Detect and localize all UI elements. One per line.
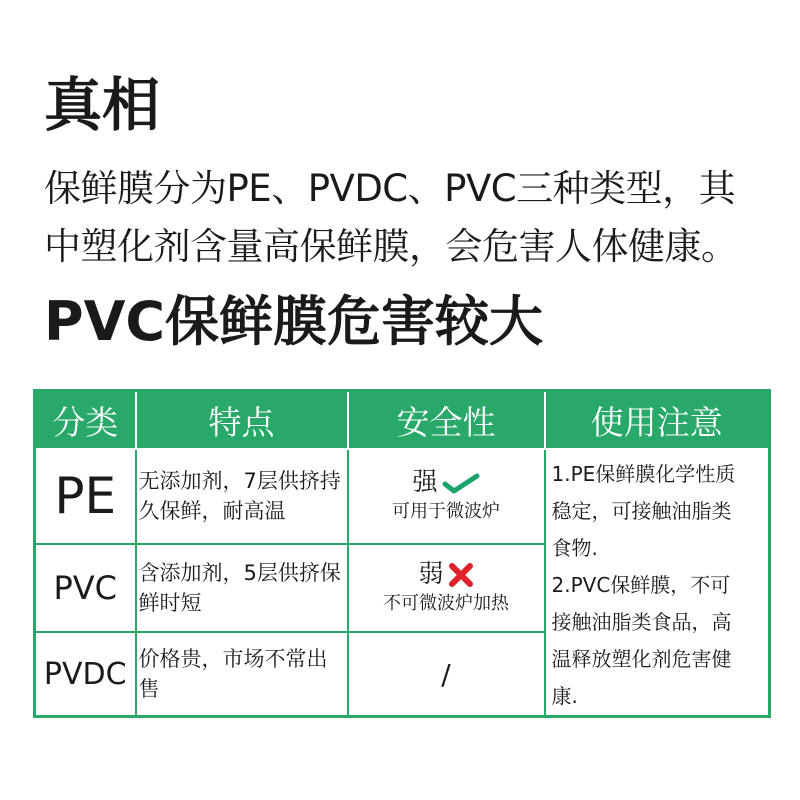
description bbox=[44, 160, 784, 276]
subtitle: PVC保鲜膜危害较大 bbox=[44, 290, 543, 353]
note-line: 接触油脂类食品，高 bbox=[551, 610, 732, 634]
table-header-row bbox=[35, 391, 770, 450]
row-features: 价格贵，市场不常出售 bbox=[136, 632, 348, 716]
header-usage-notes: 使用注意 bbox=[545, 391, 770, 450]
header-features: 特点 bbox=[136, 391, 348, 450]
note-line: 温释放塑化剂危害健 bbox=[551, 647, 732, 671]
note-line: 2.PVC保鲜膜，不可 bbox=[551, 573, 731, 597]
safety-level: 强 bbox=[412, 467, 438, 497]
row-features: 无添加剂，7层供挤持久保鲜，耐高温 bbox=[136, 449, 348, 544]
row-features: 含添加剂，5层供挤保鲜时短 bbox=[136, 544, 348, 632]
description-line: 保鲜膜分为PE、PVDC、PVC三种类型，其 bbox=[44, 167, 736, 210]
description-line: 中塑化剂含量高保鲜膜，会危害人体健康。 bbox=[44, 225, 738, 268]
note-line: 稳定，可接触油脂类 bbox=[551, 499, 732, 523]
check-icon bbox=[442, 472, 480, 494]
safety-level: 弱 bbox=[418, 558, 444, 588]
safety-level: / bbox=[441, 657, 451, 691]
cross-icon bbox=[448, 563, 474, 587]
row-name-pvdc: PVDC bbox=[35, 632, 136, 716]
row-safety bbox=[348, 449, 545, 544]
header-category: 分类 bbox=[35, 391, 136, 450]
safety-note: 不可微波炉加热 bbox=[383, 592, 509, 614]
usage-notes-cell bbox=[545, 449, 770, 717]
comparison-table bbox=[33, 389, 771, 718]
note-line: 康. bbox=[551, 684, 578, 708]
row-safety bbox=[348, 544, 545, 632]
page-title: 真相 bbox=[44, 71, 161, 139]
header-safety: 安全性 bbox=[348, 391, 545, 450]
table-row bbox=[35, 449, 770, 544]
safety-note: 可用于微波炉 bbox=[392, 501, 500, 523]
note-line: 1.PE保鲜膜化学性质 bbox=[551, 462, 736, 486]
row-name-pe: PE bbox=[35, 449, 136, 544]
row-safety bbox=[348, 632, 545, 716]
note-line: 食物. bbox=[551, 536, 598, 560]
row-name-pvc: PVC bbox=[35, 544, 136, 632]
